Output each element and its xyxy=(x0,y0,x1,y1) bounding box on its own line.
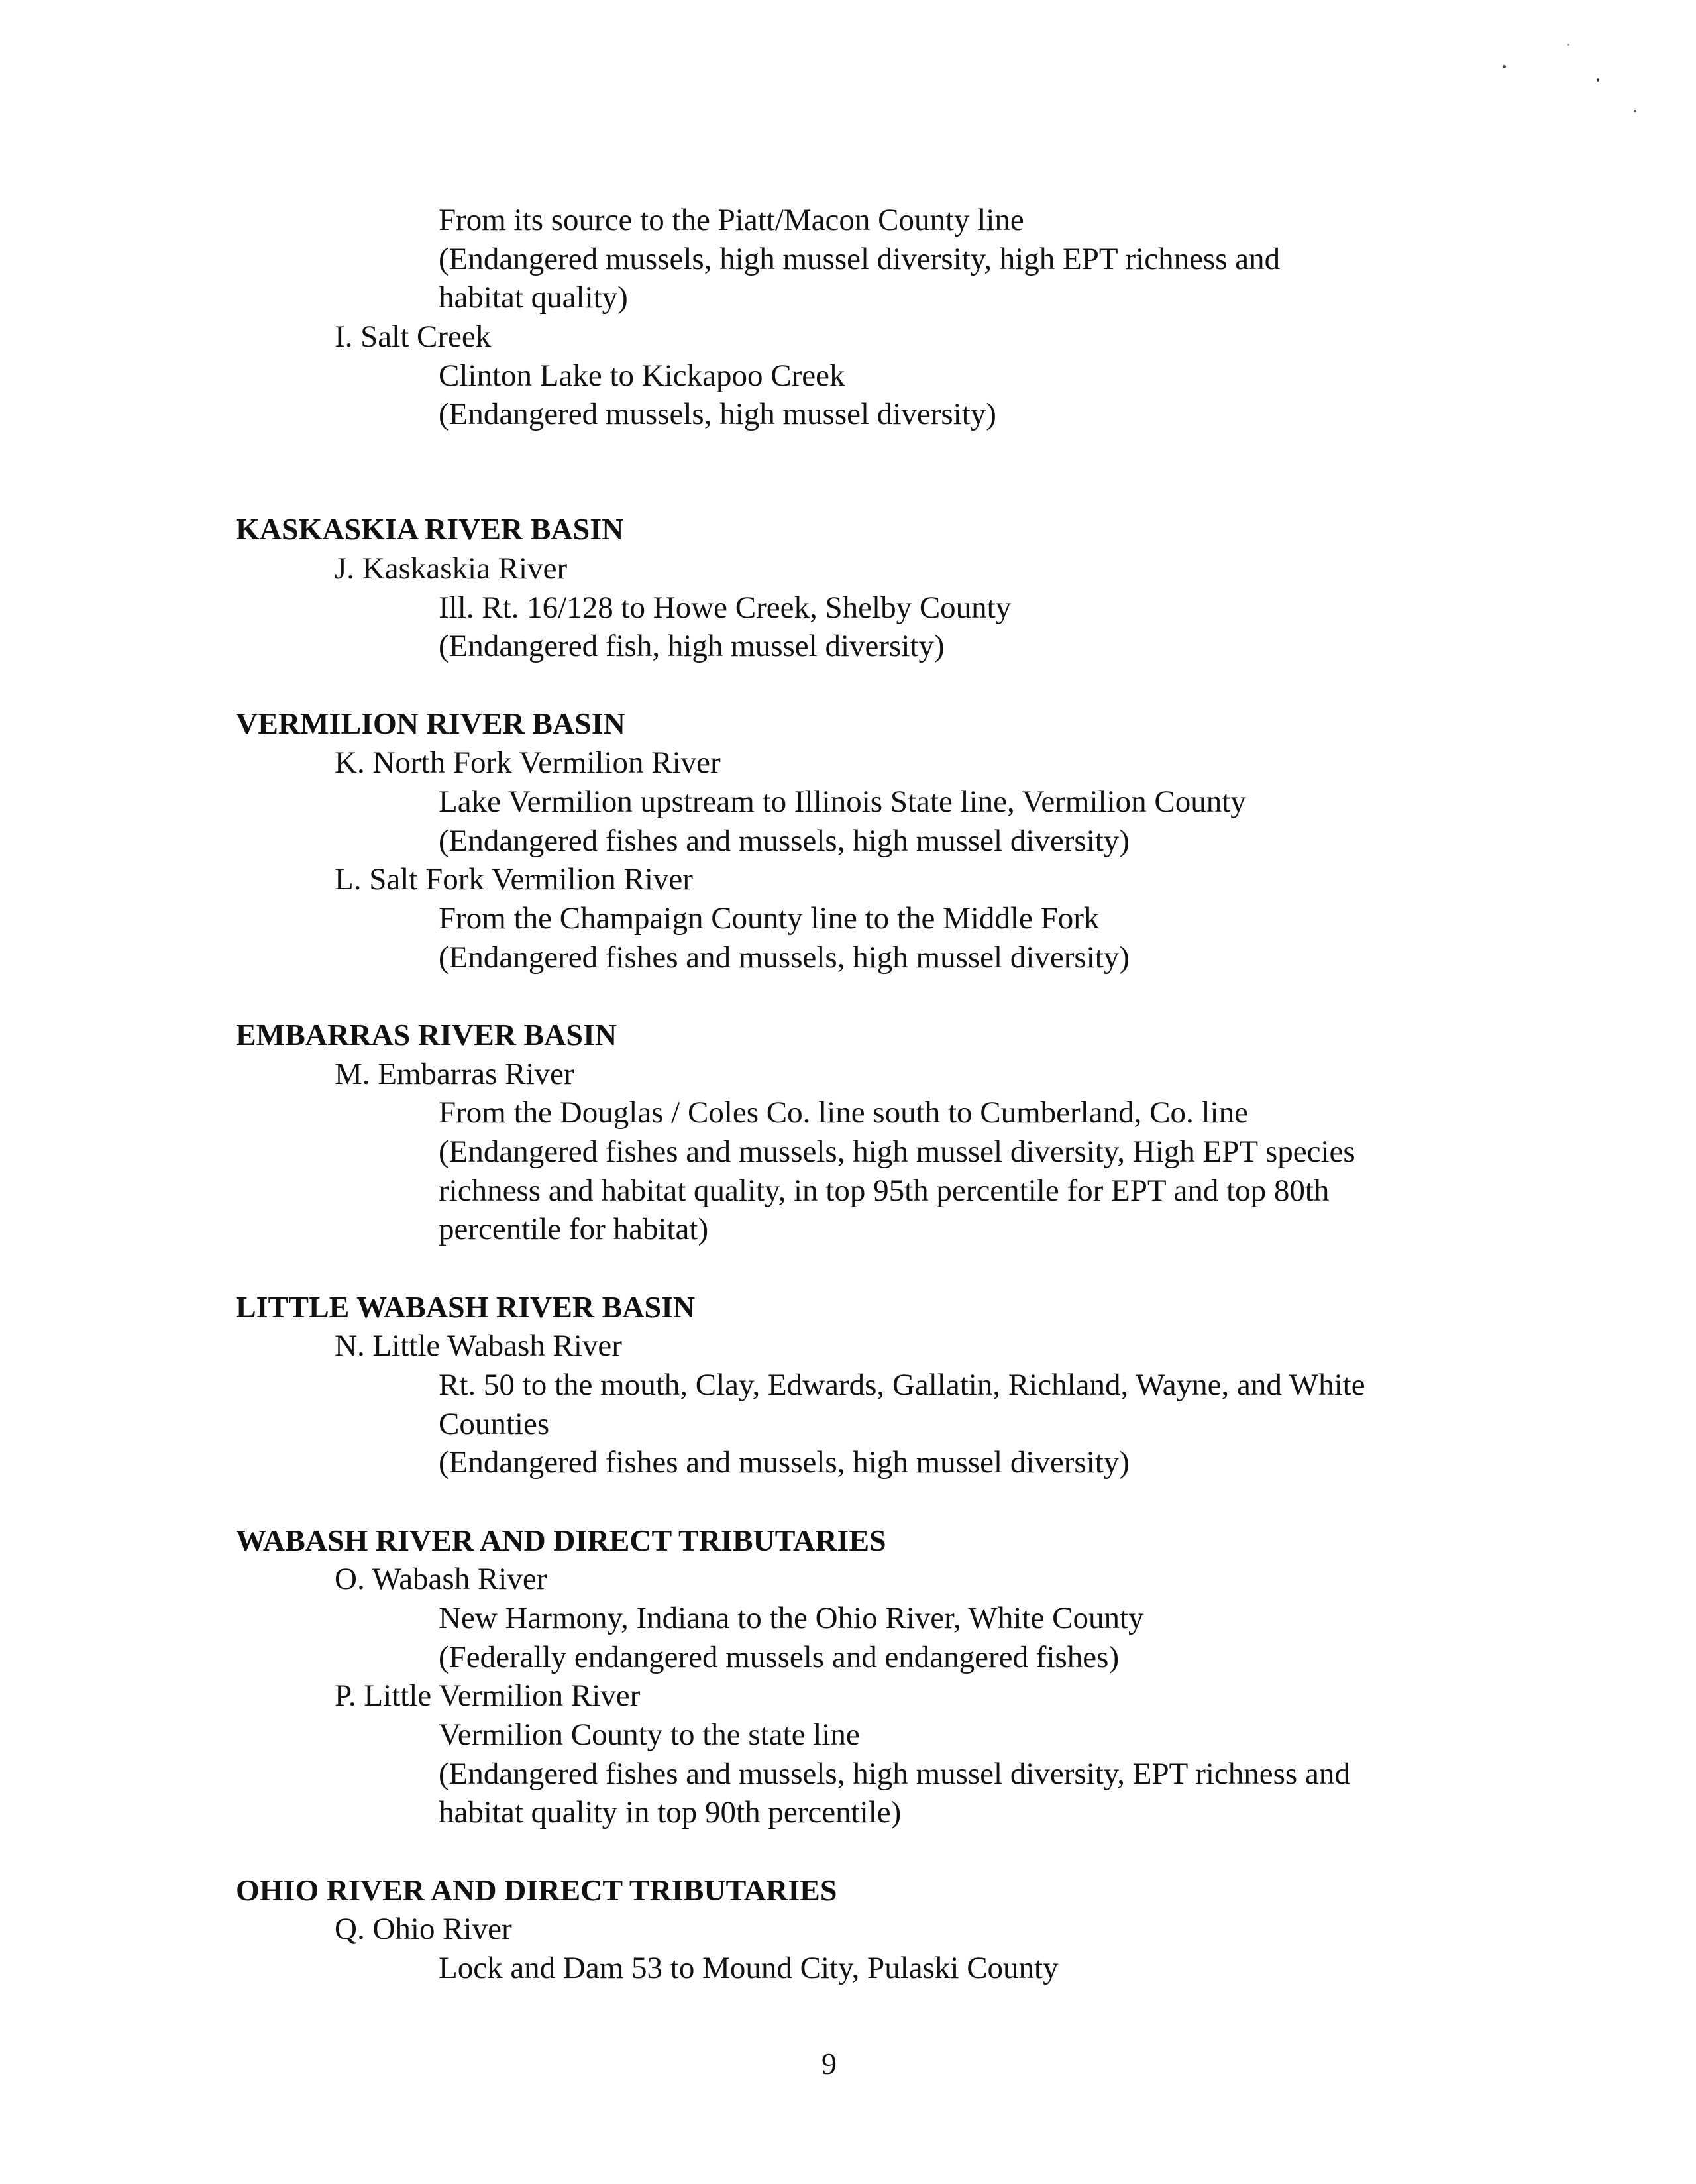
reach-notes: (Endangered fish, high mussel diversity) xyxy=(439,629,945,663)
basin-heading: WABASH RIVER AND DIRECT TRIBUTARIES xyxy=(236,1523,886,1557)
reach-notes: (Endangered fishes and mussels, high mussel diversity) xyxy=(439,824,1130,858)
stream-item: O. Wabash River xyxy=(335,1562,547,1596)
reach-notes: (Endangered fishes and mussels, high mussel diversity, EPT richness and xyxy=(439,1757,1350,1791)
reach-notes: (Endangered mussels, high mussel diversity) xyxy=(439,397,996,431)
reach-description: From its source to the Piatt/Macon County line xyxy=(439,203,1024,237)
stream-item: K. North Fork Vermilion River xyxy=(335,745,721,780)
reach-description: New Harmony, Indiana to the Ohio River, White County xyxy=(439,1601,1144,1635)
basin-heading: KASKASKIA RIVER BASIN xyxy=(236,512,624,546)
page-number: 9 xyxy=(822,2047,837,2081)
reach-description: Vermilion County to the state line xyxy=(439,1718,860,1752)
reach-description: Rt. 50 to the mouth, Clay, Edwards, Gallatin, Richland, Wayne, and White xyxy=(439,1368,1365,1402)
reach-notes: richness and habitat quality, in top 95th percentile for EPT and top 80th xyxy=(439,1174,1330,1208)
reach-description: Clinton Lake to Kickapoo Creek xyxy=(439,358,845,393)
stream-item: P. Little Vermilion River xyxy=(335,1678,641,1713)
reach-description: Counties xyxy=(439,1407,550,1441)
scan-speck xyxy=(1597,78,1599,82)
reach-description: Ill. Rt. 16/128 to Howe Creek, Shelby County xyxy=(439,590,1012,625)
basin-heading: EMBARRAS RIVER BASIN xyxy=(236,1018,617,1052)
reach-description: From the Douglas / Coles Co. line south to Cumberland, Co. line xyxy=(439,1095,1248,1130)
reach-notes: (Endangered mussels, high mussel diversity, high EPT richness and xyxy=(439,242,1281,276)
reach-notes: percentile for habitat) xyxy=(439,1212,709,1246)
reach-notes: habitat quality in top 90th percentile) xyxy=(439,1795,902,1829)
basin-heading: LITTLE WABASH RIVER BASIN xyxy=(236,1290,696,1324)
stream-item: Q. Ohio River xyxy=(335,1912,512,1946)
scan-speck xyxy=(1634,110,1636,112)
reach-notes: (Federally endangered mussels and endangered fishes) xyxy=(439,1640,1120,1674)
stream-item: M. Embarras River xyxy=(335,1057,574,1091)
reach-notes: (Endangered fishes and mussels, high mussel diversity, High EPT species xyxy=(439,1134,1355,1169)
reach-notes: habitat quality) xyxy=(439,280,628,315)
reach-description: Lake Vermilion upstream to Illinois State line, Vermilion County xyxy=(439,785,1246,819)
reach-notes: (Endangered fishes and mussels, high mussel diversity) xyxy=(439,1445,1130,1480)
stream-item: J. Kaskaskia River xyxy=(335,551,568,586)
stream-item: L. Salt Fork Vermilion River xyxy=(335,862,693,897)
scan-speck xyxy=(1503,65,1506,68)
reach-notes: (Endangered fishes and mussels, high mussel diversity) xyxy=(439,940,1130,975)
reach-description: Lock and Dam 53 to Mound City, Pulaski County xyxy=(439,1951,1059,1985)
scan-speck xyxy=(1567,44,1569,46)
reach-description: From the Champaign County line to the Middle Fork xyxy=(439,901,1100,936)
stream-item: I. Salt Creek xyxy=(335,319,492,354)
basin-heading: OHIO RIVER AND DIRECT TRIBUTARIES xyxy=(236,1873,837,1907)
basin-heading: VERMILION RIVER BASIN xyxy=(236,706,625,740)
stream-item: N. Little Wabash River xyxy=(335,1329,622,1363)
